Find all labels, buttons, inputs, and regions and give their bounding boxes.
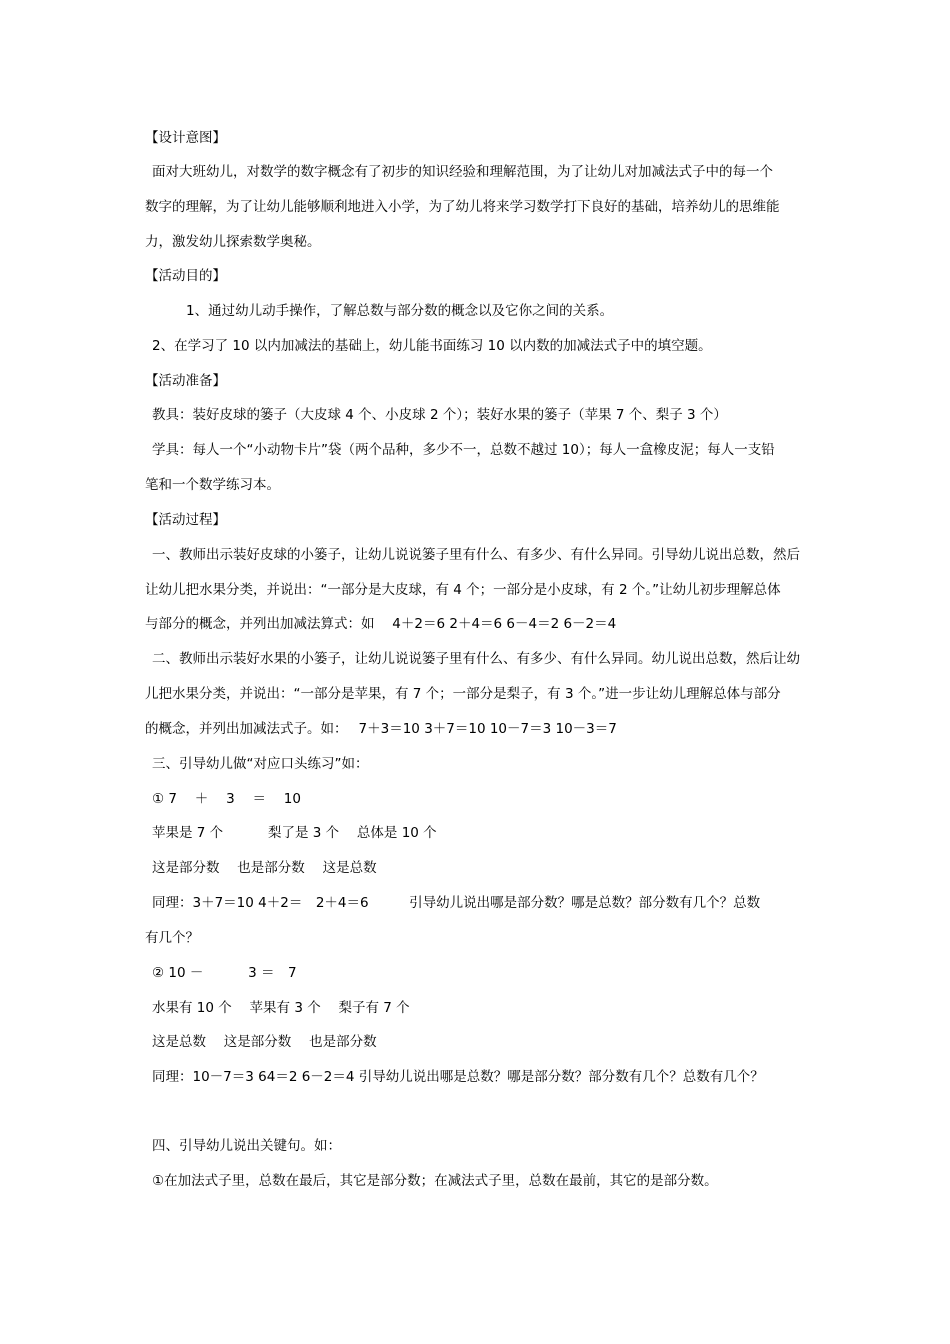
- paragraph-line: 的概念，并列出加减法式子。如： 7＋3＝10 3＋7＝10 10－7＝3 10－3＝7: [145, 721, 617, 737]
- paragraph-line: 一、教师出示装好皮球的小篓子，让幼儿说说篓子里有什么、有多少、有什么异同。引导幼儿说出总数，然后: [152, 547, 800, 563]
- paragraph-line: ①在加法式子里，总数在最后，其它是部分数；在减法式子里，总数在最前，其它的是部分数。: [152, 1173, 718, 1189]
- paragraph-line: 这是部分数 也是部分数 这是总数: [152, 860, 377, 876]
- paragraph-line: 儿把水果分类，并说出：“一部分是苹果，有 7 个；一部分是梨子，有 3 个。”进一步让幼儿理解总体与部分: [145, 686, 781, 702]
- paragraph-line: 与部分的概念，并列出加减法算式：如 4＋2＝6 2＋4＝6 6－4＝2 6－2＝4: [145, 616, 617, 632]
- paragraph-line: 苹果是 7 个 梨了是 3 个 总体是 10 个: [152, 825, 437, 841]
- paragraph-line: 笔和一个数学练习本。: [145, 477, 280, 493]
- heading-design-intent: 【设计意图】: [145, 130, 226, 146]
- paragraph-line: 二、教师出示装好水果的小篓子，让幼儿说说篓子里有什么、有多少、有什么异同。幼儿说出总数，然后让幼: [152, 651, 800, 667]
- paragraph-line: 力，激发幼儿探索数学奥秘。: [145, 234, 321, 250]
- heading-activity-prep: 【活动准备】: [145, 373, 226, 389]
- paragraph-line: 水果有 10 个 苹果有 3 个 梨子有 7 个: [152, 1000, 410, 1016]
- paragraph-line: 2、在学习了 10 以内加减法的基础上，幼儿能书面练习 10 以内数的加减法式子中的填空题。: [152, 338, 712, 354]
- heading-activity-goal: 【活动目的】: [145, 268, 226, 284]
- paragraph-line: 有几个？: [145, 930, 199, 946]
- equation-line: ① 7 ＋ 3 ＝ 10: [152, 791, 301, 807]
- paragraph-line: 同理：10－7＝3 64＝2 6－2＝4 引导幼儿说出哪是总数？哪是部分数？部分数有几个？总数有几个？: [152, 1069, 764, 1085]
- equation-line: ② 10 － 3 ＝ 7: [152, 965, 297, 981]
- paragraph-line: 让幼儿把水果分类，并说出：“一部分是大皮球，有 4 个；一部分是小皮球，有 2 个。”让幼儿初步理解总体: [145, 582, 781, 598]
- paragraph-line: 面对大班幼儿，对数学的数字概念有了初步的知识经验和理解范围，为了让幼儿对加减法式子中的每一个: [152, 164, 773, 180]
- paragraph-line: 教具：装好皮球的篓子（大皮球 4 个、小皮球 2 个）；装好水果的篓子（苹果 7 个、梨子 3 个）: [152, 407, 727, 423]
- paragraph-line: 1、通过幼儿动手操作，了解总数与部分数的概念以及它你之间的关系。: [186, 303, 614, 319]
- paragraph-line: 同理：3＋7＝10 4＋2＝ 2＋4＝6 引导幼儿说出哪是部分数？哪是总数？部分数有几个？总数: [152, 895, 761, 911]
- paragraph-line: 学具：每人一个“小动物卡片”袋（两个品种，多少不一，总数不越过 10）；每人一盒橡皮泥；每人一支铅: [152, 442, 775, 458]
- heading-activity-process: 【活动过程】: [145, 512, 226, 528]
- paragraph-line: 数字的理解，为了让幼儿能够顺利地进入小学，为了幼儿将来学习数学打下良好的基础，培养幼儿的思维能: [145, 199, 780, 215]
- paragraph-line: 四、引导幼儿说出关键句。如：: [152, 1138, 341, 1154]
- paragraph-line: 这是总数 这是部分数 也是部分数: [152, 1034, 377, 1050]
- paragraph-line: 三、引导幼儿做“对应口头练习”如：: [152, 756, 369, 772]
